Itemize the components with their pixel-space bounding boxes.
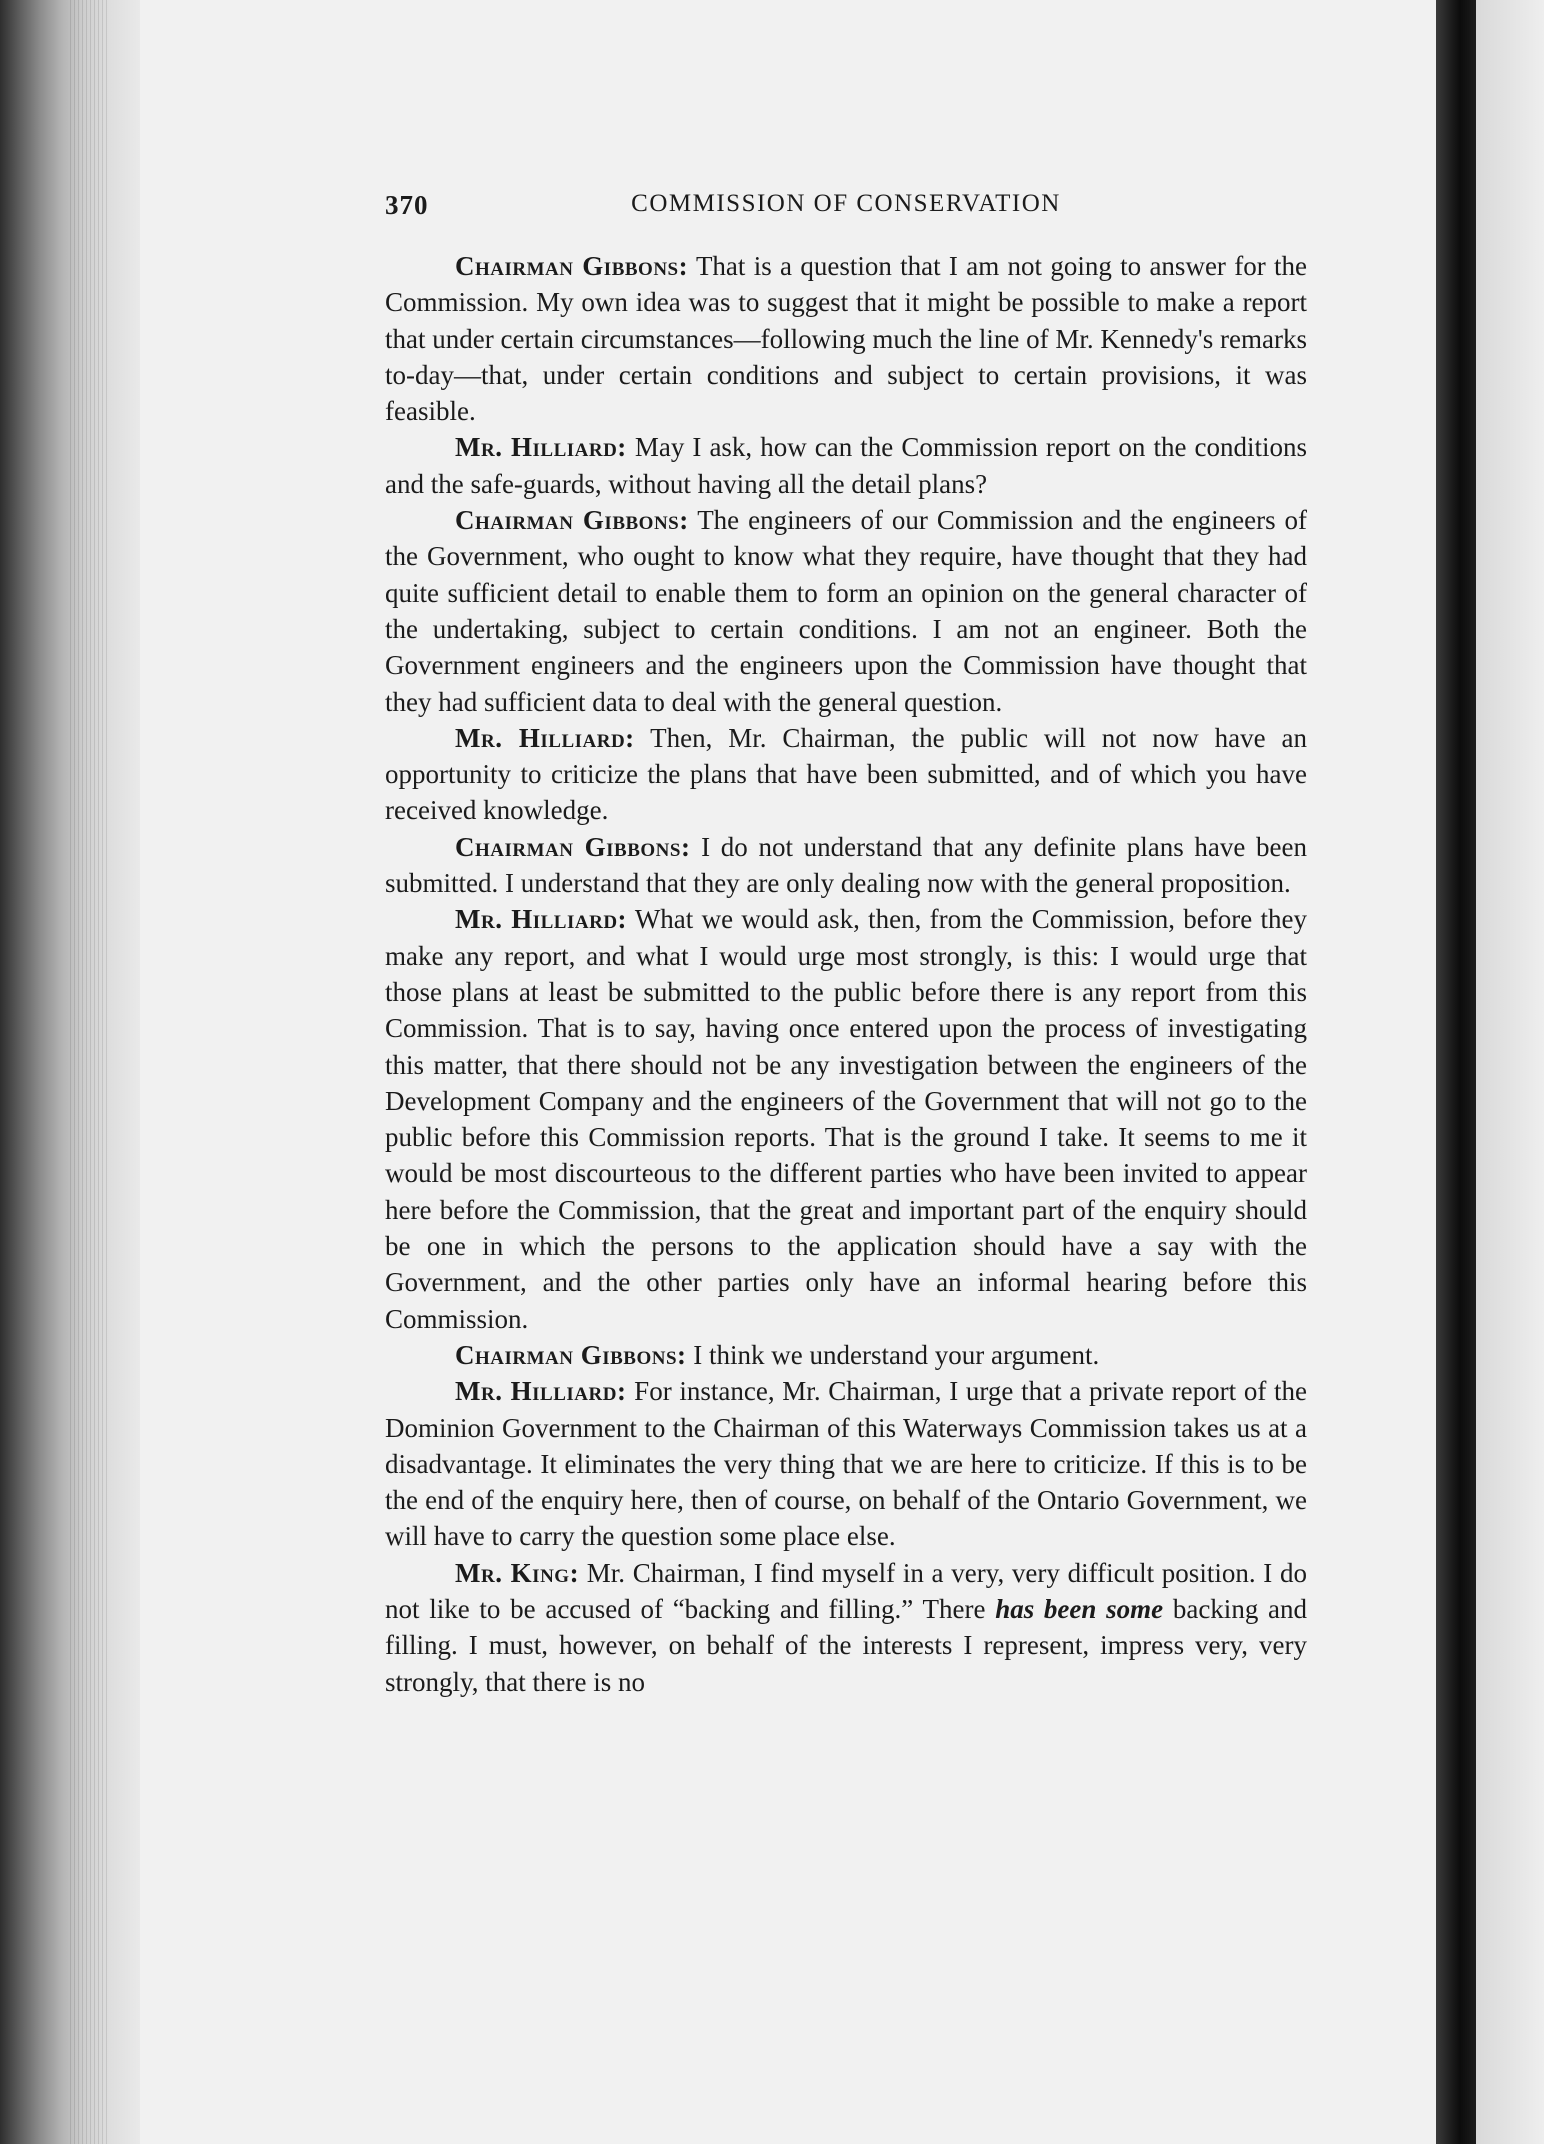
paragraph-text: The engineers of our Commission and the engineers of the Government, who ought to know what they require, have thought that they had quite sufficient detail to enable them to form an opinion on the general character of the undertaking, subject to certain conditions. I am not an engineer. Both the Government engineers and the engineers upon the Commission have thought that they had sufficient data to deal with the general question. <box>385 505 1308 717</box>
paragraph-text: That is a question that I am not going to answer for the Commission. My own idea was to suggest that it might be possible to make a report that under certain circumstances—following much the line of Mr. Kennedy's remarks to-day—that, under certain conditions and subject to certain provisions, it was feasible. <box>385 251 1307 427</box>
speaker-name: Chairman Gibbons: <box>455 505 689 536</box>
paragraph-text: For instance, Mr. Chairman, I urge that a private report of the Dominion Government to the Chairman of this Waterways Commission takes us at a disadvantage. It eliminates the very thing that we are here to criticize. If this is to be the end of the enquiry here, then of course, on behalf of the Ontario Government, we will have to carry the question some place else. <box>385 1376 1308 1552</box>
paragraph-text: Mr. Chairman, I find myself in a very, very difficult position. I do not like to be accused of “backing and filling.” There <box>385 1557 1307 1624</box>
paragraph-1 <box>385 248 1307 429</box>
page-gutter <box>1436 0 1476 2144</box>
paragraph-text: What we would ask, then, from the Commission, before they make any report, and what I would urge most strongly, is this: I would urge that those plans at least be submitted to the public before there is any report from this Commission. That is to say, having once entered upon the process of investigating this matter, that there should not be any investigation between the engineers of the Development Company and the engineers of the Government that will not go to the public before this Commission reports. That is the ground I take. It seems to me it would be most discourteous to the different parties who have been invited to appear here before the Commission, that the great and important part of the enquiry should be one in which the persons to the application should have a say with the Government, and the other parties only have an informal hearing before this Commission. <box>385 904 1307 1334</box>
speaker-name: Mr. Hilliard: <box>455 904 628 935</box>
paragraph-text: backing and filling. I must, however, on behalf of the interests I represent, impress very, very strongly, that there is no <box>385 1593 1308 1697</box>
emphasized-text: has been some <box>995 1593 1164 1624</box>
book-spine-edge <box>0 0 140 2144</box>
speaker-name: Mr. Hilliard: <box>455 432 627 463</box>
speaker-name: Chairman Gibbons: <box>455 831 691 862</box>
paragraph-text: Then, Mr. Chairman, the public will not now have an opportunity to criticize the plans that have been submitted, and of which you have received knowledge. <box>385 722 1308 826</box>
speaker-name: Chairman Gibbons: <box>455 251 689 281</box>
adjacent-page-edge <box>1476 0 1544 2144</box>
paragraph-text: I do not understand that any definite plans have been submitted. I understand that they are only dealing now with the general proposition. <box>385 831 1307 899</box>
paragraph-8 <box>385 1373 1307 1554</box>
speaker-name: Mr. King: <box>455 1557 580 1588</box>
paragraph-4 <box>385 720 1307 829</box>
page-text-block <box>385 190 1307 1700</box>
paragraph-3 <box>385 502 1307 720</box>
running-head <box>385 190 1307 230</box>
speaker-name: Chairman Gibbons: <box>455 1339 687 1370</box>
paragraph-6 <box>385 901 1307 1337</box>
paragraph-text: May I ask, how can the Commission report on the conditions and the safe-guards, without having all the detail plans? <box>385 432 1308 499</box>
speaker-name: Mr. Hilliard: <box>455 722 635 753</box>
running-title: COMMISSION OF CONSERVATION <box>631 190 1061 217</box>
paragraph-9 <box>385 1555 1307 1700</box>
page-number: 370 <box>385 190 429 220</box>
speaker-name: Mr. Hilliard: <box>455 1376 627 1407</box>
paragraph-2 <box>385 429 1307 502</box>
paragraph-text: I think we understand your argument. <box>693 1339 1100 1370</box>
paragraph-5 <box>385 829 1307 902</box>
paragraph-7 <box>385 1337 1307 1373</box>
page-edge-lines <box>70 0 110 2144</box>
